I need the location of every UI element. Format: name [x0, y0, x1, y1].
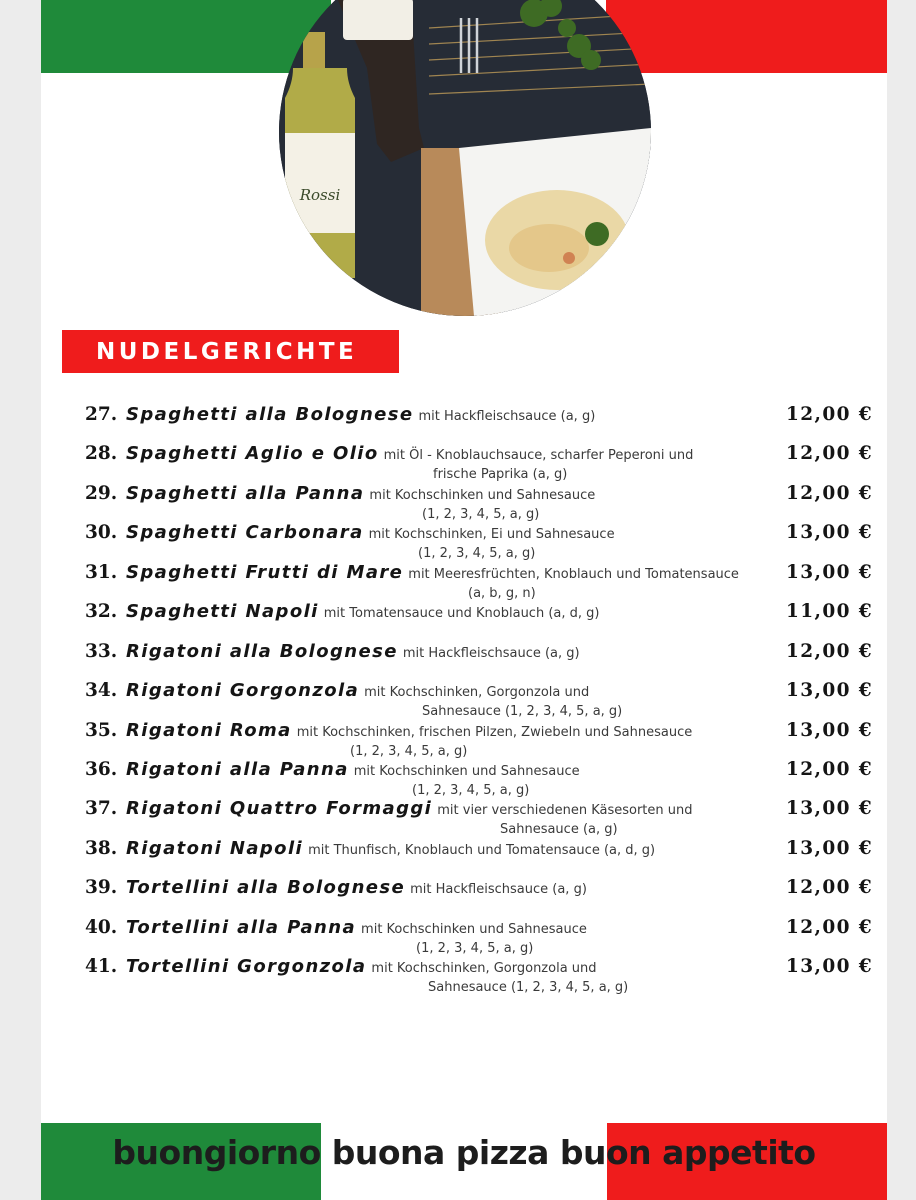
item-text: [126, 404, 766, 427]
dish-name: Spaghetti Aglio e Olio: [126, 443, 379, 464]
dish-description: mit Hackfleischsauce (a, g): [410, 882, 587, 897]
dish-name: Spaghetti alla Bolognese: [126, 404, 414, 425]
item-text: [126, 522, 766, 561]
menu-item: [41, 720, 887, 760]
dish-price: 12,00 €: [785, 404, 873, 425]
menu-item: [41, 759, 887, 799]
dish-name: Spaghetti Frutti di Mare: [126, 562, 404, 583]
item-text: [126, 877, 766, 900]
item-number: 34.: [85, 680, 118, 701]
dish-name: Rigatoni alla Panna: [126, 759, 349, 780]
item-number: 37.: [85, 798, 118, 819]
item-text: [126, 680, 766, 719]
dish-price: 13,00 €: [785, 720, 873, 741]
dish-name: Spaghetti Carbonara: [126, 522, 364, 543]
item-number: 35.: [85, 720, 118, 741]
item-number: 31.: [85, 562, 118, 583]
dish-description-line2: frische Paprika (a, g): [433, 467, 568, 482]
dish-description: mit Kochschinken und Sahnesauce: [353, 764, 580, 779]
item-number: 32.: [85, 601, 118, 622]
item-number: 30.: [85, 522, 118, 543]
item-text: [126, 956, 766, 995]
item-number: 41.: [85, 956, 118, 977]
dish-price: 12,00 €: [785, 483, 873, 504]
menu-page: [41, 0, 887, 1200]
dish-price: 12,00 €: [785, 443, 873, 464]
menu-item: [41, 680, 887, 720]
menu-item: [41, 798, 887, 838]
dish-description: mit Kochschinken, Ei und Sahnesauce: [368, 527, 615, 542]
dish-description: mit Kochschinken, Gorgonzola und: [364, 685, 590, 700]
dish-price: 12,00 €: [785, 917, 873, 938]
item-text: [126, 601, 766, 624]
dish-price: 13,00 €: [785, 956, 873, 977]
item-text: [126, 720, 766, 759]
dish-description: mit Hackfleischsauce (a, g): [418, 409, 596, 424]
item-text: [126, 483, 766, 522]
menu-item: [41, 956, 887, 996]
dish-price: 13,00 €: [785, 680, 873, 701]
menu-list: [41, 0, 887, 1100]
dish-price: 11,00 €: [785, 601, 873, 622]
dish-description: mit Hackfleischsauce (a, g): [402, 646, 580, 661]
dish-name: Rigatoni Quattro Formaggi: [126, 798, 433, 819]
dish-description-line2: (1, 2, 3, 4, 5, a, g): [422, 507, 540, 522]
dish-description: mit Thunfisch, Knoblauch und Tomatensauce (a, d, g): [308, 843, 656, 858]
item-text: [126, 838, 766, 861]
item-number: 29.: [85, 483, 118, 504]
dish-price: 12,00 €: [785, 877, 873, 898]
dish-name: Rigatoni Napoli: [126, 838, 304, 859]
dish-price: 12,00 €: [785, 641, 873, 662]
menu-item: [41, 641, 887, 681]
dish-description-line2: Sahnesauce (1, 2, 3, 4, 5, a, g): [422, 704, 623, 719]
item-number: 28.: [85, 443, 118, 464]
item-text: [126, 641, 766, 664]
menu-item: [41, 404, 887, 444]
item-number: 40.: [85, 917, 118, 938]
item-text: [126, 917, 766, 956]
item-number: 33.: [85, 641, 118, 662]
dish-description: mit Tomatensauce und Knoblauch (a, d, g): [323, 606, 600, 621]
dish-name: Spaghetti Napoli: [126, 601, 319, 622]
dish-description-line2: (1, 2, 3, 4, 5, a, g): [418, 546, 536, 561]
menu-item: [41, 917, 887, 957]
item-number: 39.: [85, 877, 118, 898]
footer-banner: [41, 1123, 887, 1200]
dish-name: Rigatoni Gorgonzola: [126, 680, 360, 701]
dish-description: mit Kochschinken und Sahnesauce: [369, 488, 596, 503]
dish-description-line2: (a, b, g, n): [468, 586, 536, 601]
dish-name: Tortellini alla Bolognese: [126, 877, 406, 898]
dish-price: 13,00 €: [785, 522, 873, 543]
item-text: [126, 798, 766, 837]
dish-name: Spaghetti alla Panna: [126, 483, 365, 504]
menu-item: [41, 483, 887, 523]
item-number: 36.: [85, 759, 118, 780]
dish-description: mit vier verschiedenen Käsesorten und: [437, 803, 693, 818]
dish-description-line2: (1, 2, 3, 4, 5, a, g): [412, 783, 530, 798]
dish-description: mit Öl - Knoblauchsauce, scharfer Peperoni und: [383, 448, 694, 463]
item-text: [126, 759, 766, 798]
dish-description-line2: Sahnesauce (1, 2, 3, 4, 5, a, g): [428, 980, 629, 995]
item-text: [126, 562, 766, 601]
section-title: NUDELGERICHTE: [96, 338, 358, 365]
dish-name: Rigatoni alla Bolognese: [126, 641, 398, 662]
dish-name: Rigatoni Roma: [126, 720, 292, 741]
menu-item: [41, 522, 887, 562]
dish-description: mit Kochschinken, frischen Pilzen, Zwiebeln und Sahnesauce: [296, 725, 693, 740]
menu-item: [41, 443, 887, 483]
item-number: 38.: [85, 838, 118, 859]
item-text: [126, 443, 766, 482]
bottle-label: Rossi: [299, 186, 341, 204]
dish-name: Tortellini alla Panna: [126, 917, 357, 938]
menu-item: [41, 877, 887, 917]
menu-item: [41, 601, 887, 641]
menu-item: [41, 838, 887, 878]
menu-item: [41, 562, 887, 602]
dish-price: 13,00 €: [785, 838, 873, 859]
dish-description: mit Meeresfrüchten, Knoblauch und Tomatensauce: [408, 567, 739, 582]
dish-description-line2: Sahnesauce (a, g): [500, 822, 618, 837]
dish-description: mit Kochschinken und Sahnesauce: [361, 922, 587, 937]
item-number: 27.: [85, 404, 118, 425]
dish-price: 13,00 €: [785, 798, 873, 819]
dish-price: 13,00 €: [785, 562, 873, 583]
footer-slogan: buongiorno buona pizza buon appetito: [112, 1133, 816, 1172]
dish-price: 12,00 €: [785, 759, 873, 780]
dish-name: Tortellini Gorgonzola: [126, 956, 367, 977]
dish-description: mit Kochschinken, Gorgonzola und: [371, 961, 597, 976]
dish-description-line2: (1, 2, 3, 4, 5, a, g): [416, 941, 534, 956]
dish-description-line2: (1, 2, 3, 4, 5, a, g): [350, 744, 468, 759]
